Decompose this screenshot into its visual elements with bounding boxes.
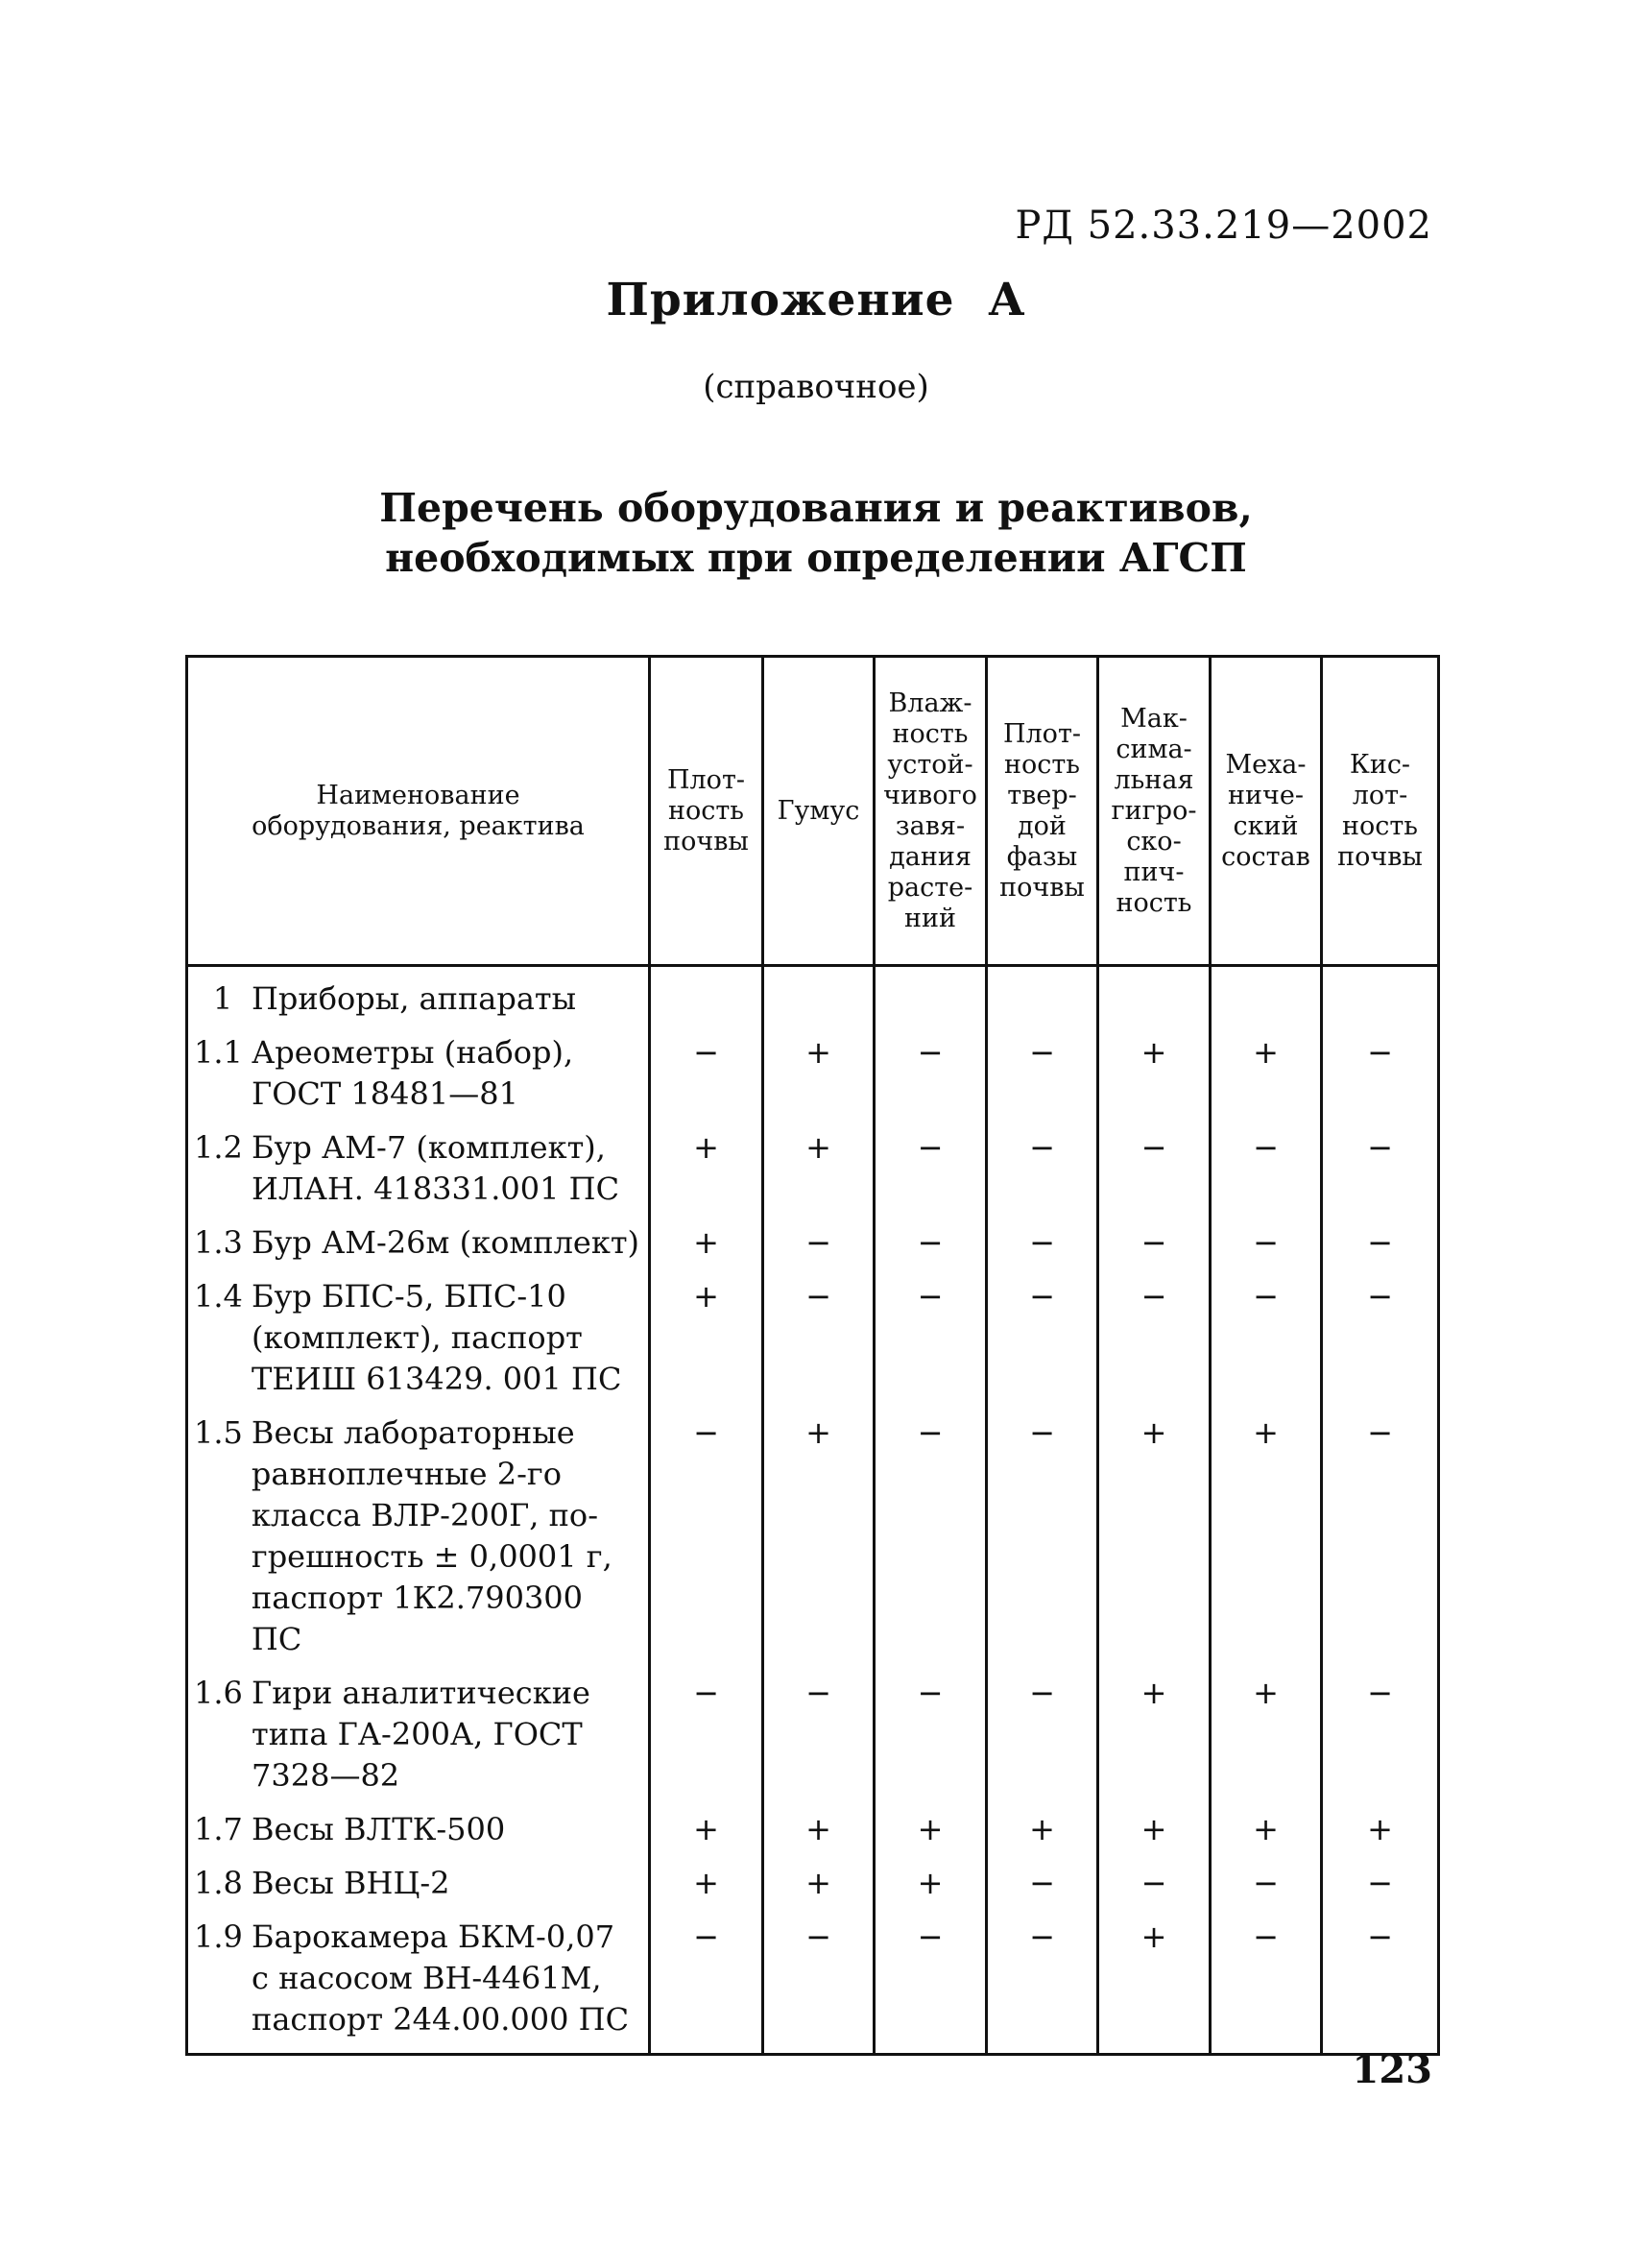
table-header-row: [187, 657, 1439, 966]
mark-cell: −: [987, 1276, 1098, 1412]
appendix-title: Приложение А: [606, 274, 1026, 326]
mark-cell: −: [763, 1222, 875, 1276]
table-row: [187, 1673, 1439, 1809]
mark-cell: +: [987, 1809, 1098, 1863]
table-row: [187, 1412, 1439, 1673]
equipment-table: [185, 655, 1440, 2056]
table-row: [187, 1127, 1439, 1222]
mark-cell: −: [1098, 1127, 1211, 1222]
column-header: Кис- лот- ность почвы: [1322, 657, 1439, 966]
item-name: Гири аналитические типа ГА-200А, ГОСТ 7328—82: [252, 1675, 590, 1794]
mark-cell: −: [1211, 1222, 1322, 1276]
mark-cell: +: [763, 1412, 875, 1673]
mark-cell: +: [1098, 1809, 1211, 1863]
mark-cell: [875, 966, 987, 1033]
item-cell: [187, 1809, 650, 1863]
mark-cell: [650, 966, 763, 1033]
page-number: 123: [1352, 2047, 1432, 2092]
document-number: РД 52.33.219—2002: [1015, 204, 1432, 248]
mark-cell: +: [1098, 1917, 1211, 2055]
mark-cell: −: [1322, 1863, 1439, 1917]
column-header-name: Наименование оборудования, реактива: [187, 657, 650, 966]
item-cell: [187, 1863, 650, 1917]
mark-cell: −: [1322, 1412, 1439, 1673]
mark-cell: −: [875, 1127, 987, 1222]
mark-cell: +: [1098, 1412, 1211, 1673]
mark-cell: −: [875, 1276, 987, 1412]
table-row: [187, 1809, 1439, 1863]
item-number: 1.6: [194, 1675, 243, 1711]
item-number: 1.1: [194, 1034, 243, 1071]
list-title: Перечень оборудования и реактивов, необходимых при определении АГСП: [379, 485, 1253, 581]
mark-cell: −: [1322, 1127, 1439, 1222]
mark-cell: −: [875, 1673, 987, 1809]
column-header: Меха- ниче- ский состав: [1211, 657, 1322, 966]
item-cell: [187, 966, 650, 1033]
item-name: Приборы, аппараты: [252, 980, 577, 1017]
mark-cell: +: [1211, 1809, 1322, 1863]
mark-cell: +: [1211, 1412, 1322, 1673]
mark-cell: −: [875, 1917, 987, 2055]
mark-cell: +: [763, 1809, 875, 1863]
mark-cell: +: [650, 1276, 763, 1412]
item-name: Весы ВНЦ-2: [252, 1865, 450, 1901]
mark-cell: −: [1322, 1276, 1439, 1412]
mark-cell: −: [763, 1673, 875, 1809]
item-number: 1.2: [194, 1129, 243, 1166]
mark-cell: +: [875, 1863, 987, 1917]
mark-cell: [763, 966, 875, 1033]
item-name: Барокамера БКМ-0,07 с насосом ВН-4461М, паспорт 244.00.000 ПС: [252, 1918, 630, 2038]
table-body: [187, 966, 1439, 2055]
item-number: 1.5: [194, 1414, 243, 1451]
mark-cell: +: [1211, 1673, 1322, 1809]
item-number: 1.8: [194, 1865, 243, 1901]
item-name: Бур АМ-26м (комплект): [252, 1224, 640, 1261]
mark-cell: −: [987, 1127, 1098, 1222]
table-row: [187, 1276, 1439, 1412]
mark-cell: −: [763, 1276, 875, 1412]
column-header: Плот- ность твер- дой фазы почвы: [987, 657, 1098, 966]
item-cell: [187, 1032, 650, 1127]
mark-cell: −: [987, 1673, 1098, 1809]
item-number: 1.7: [194, 1811, 243, 1847]
mark-cell: −: [987, 1412, 1098, 1673]
mark-cell: +: [875, 1809, 987, 1863]
mark-cell: [987, 966, 1098, 1033]
mark-cell: −: [1211, 1276, 1322, 1412]
item-name: Бур АМ-7 (комплект), ИЛАН. 418331.001 ПС: [252, 1129, 620, 1207]
mark-cell: +: [763, 1863, 875, 1917]
table-row: [187, 1917, 1439, 2055]
mark-cell: +: [763, 1032, 875, 1127]
item-cell: [187, 1222, 650, 1276]
column-header: Гумус: [763, 657, 875, 966]
mark-cell: −: [987, 1917, 1098, 2055]
item-cell: [187, 1127, 650, 1222]
mark-cell: −: [650, 1917, 763, 2055]
table-row: [187, 1032, 1439, 1127]
item-cell: [187, 1412, 650, 1673]
column-header: Мак- сима- льная гигро- ско- пич- ность: [1098, 657, 1211, 966]
mark-cell: −: [763, 1917, 875, 2055]
item-cell: [187, 1673, 650, 1809]
mark-cell: +: [1098, 1032, 1211, 1127]
item-number: 1.4: [194, 1278, 243, 1315]
mark-cell: −: [987, 1032, 1098, 1127]
mark-cell: +: [650, 1222, 763, 1276]
mark-cell: −: [875, 1412, 987, 1673]
appendix-type: (справочное): [703, 368, 929, 406]
mark-cell: [1322, 966, 1439, 1033]
table-row: [187, 966, 1439, 1033]
mark-cell: −: [1211, 1127, 1322, 1222]
item-number: 1: [212, 980, 233, 1017]
mark-cell: +: [763, 1127, 875, 1222]
item-cell: [187, 1276, 650, 1412]
mark-cell: +: [1211, 1032, 1322, 1127]
column-header: Влаж- ность устой- чивого завя- дания расте- ний: [875, 657, 987, 966]
mark-cell: −: [875, 1222, 987, 1276]
item-cell: [187, 1917, 650, 2055]
column-header: Плот- ность почвы: [650, 657, 763, 966]
item-number: 1.3: [194, 1224, 243, 1261]
mark-cell: +: [650, 1863, 763, 1917]
mark-cell: +: [1322, 1809, 1439, 1863]
mark-cell: −: [650, 1032, 763, 1127]
mark-cell: +: [1098, 1673, 1211, 1809]
mark-cell: +: [650, 1127, 763, 1222]
mark-cell: [1211, 966, 1322, 1033]
mark-cell: −: [987, 1863, 1098, 1917]
item-name: Весы ВЛТК-500: [252, 1811, 506, 1847]
mark-cell: −: [650, 1673, 763, 1809]
item-name: Весы лабораторные равноплечные 2-го класса ВЛР-200Г, по- грешность ± 0,0001 г, паспорт 1К2.790300 ПС: [251, 1414, 612, 1657]
mark-cell: −: [1322, 1222, 1439, 1276]
table-row: [187, 1863, 1439, 1917]
mark-cell: −: [1322, 1032, 1439, 1127]
mark-cell: −: [1098, 1222, 1211, 1276]
mark-cell: −: [650, 1412, 763, 1673]
item-name: Бур БПС-5, БПС-10 (комплект), паспорт ТЕИШ 613429. 001 ПС: [252, 1278, 622, 1397]
mark-cell: [1098, 966, 1211, 1033]
mark-cell: −: [1322, 1917, 1439, 2055]
mark-cell: −: [1098, 1276, 1211, 1412]
mark-cell: −: [1211, 1917, 1322, 2055]
mark-cell: −: [875, 1032, 987, 1127]
item-number: 1.9: [194, 1918, 243, 1955]
table-row: [187, 1222, 1439, 1276]
mark-cell: −: [1211, 1863, 1322, 1917]
mark-cell: −: [987, 1222, 1098, 1276]
mark-cell: −: [1098, 1863, 1211, 1917]
mark-cell: +: [650, 1809, 763, 1863]
mark-cell: −: [1322, 1673, 1439, 1809]
item-name: Ареометры (набор), ГОСТ 18481—81: [252, 1034, 574, 1112]
